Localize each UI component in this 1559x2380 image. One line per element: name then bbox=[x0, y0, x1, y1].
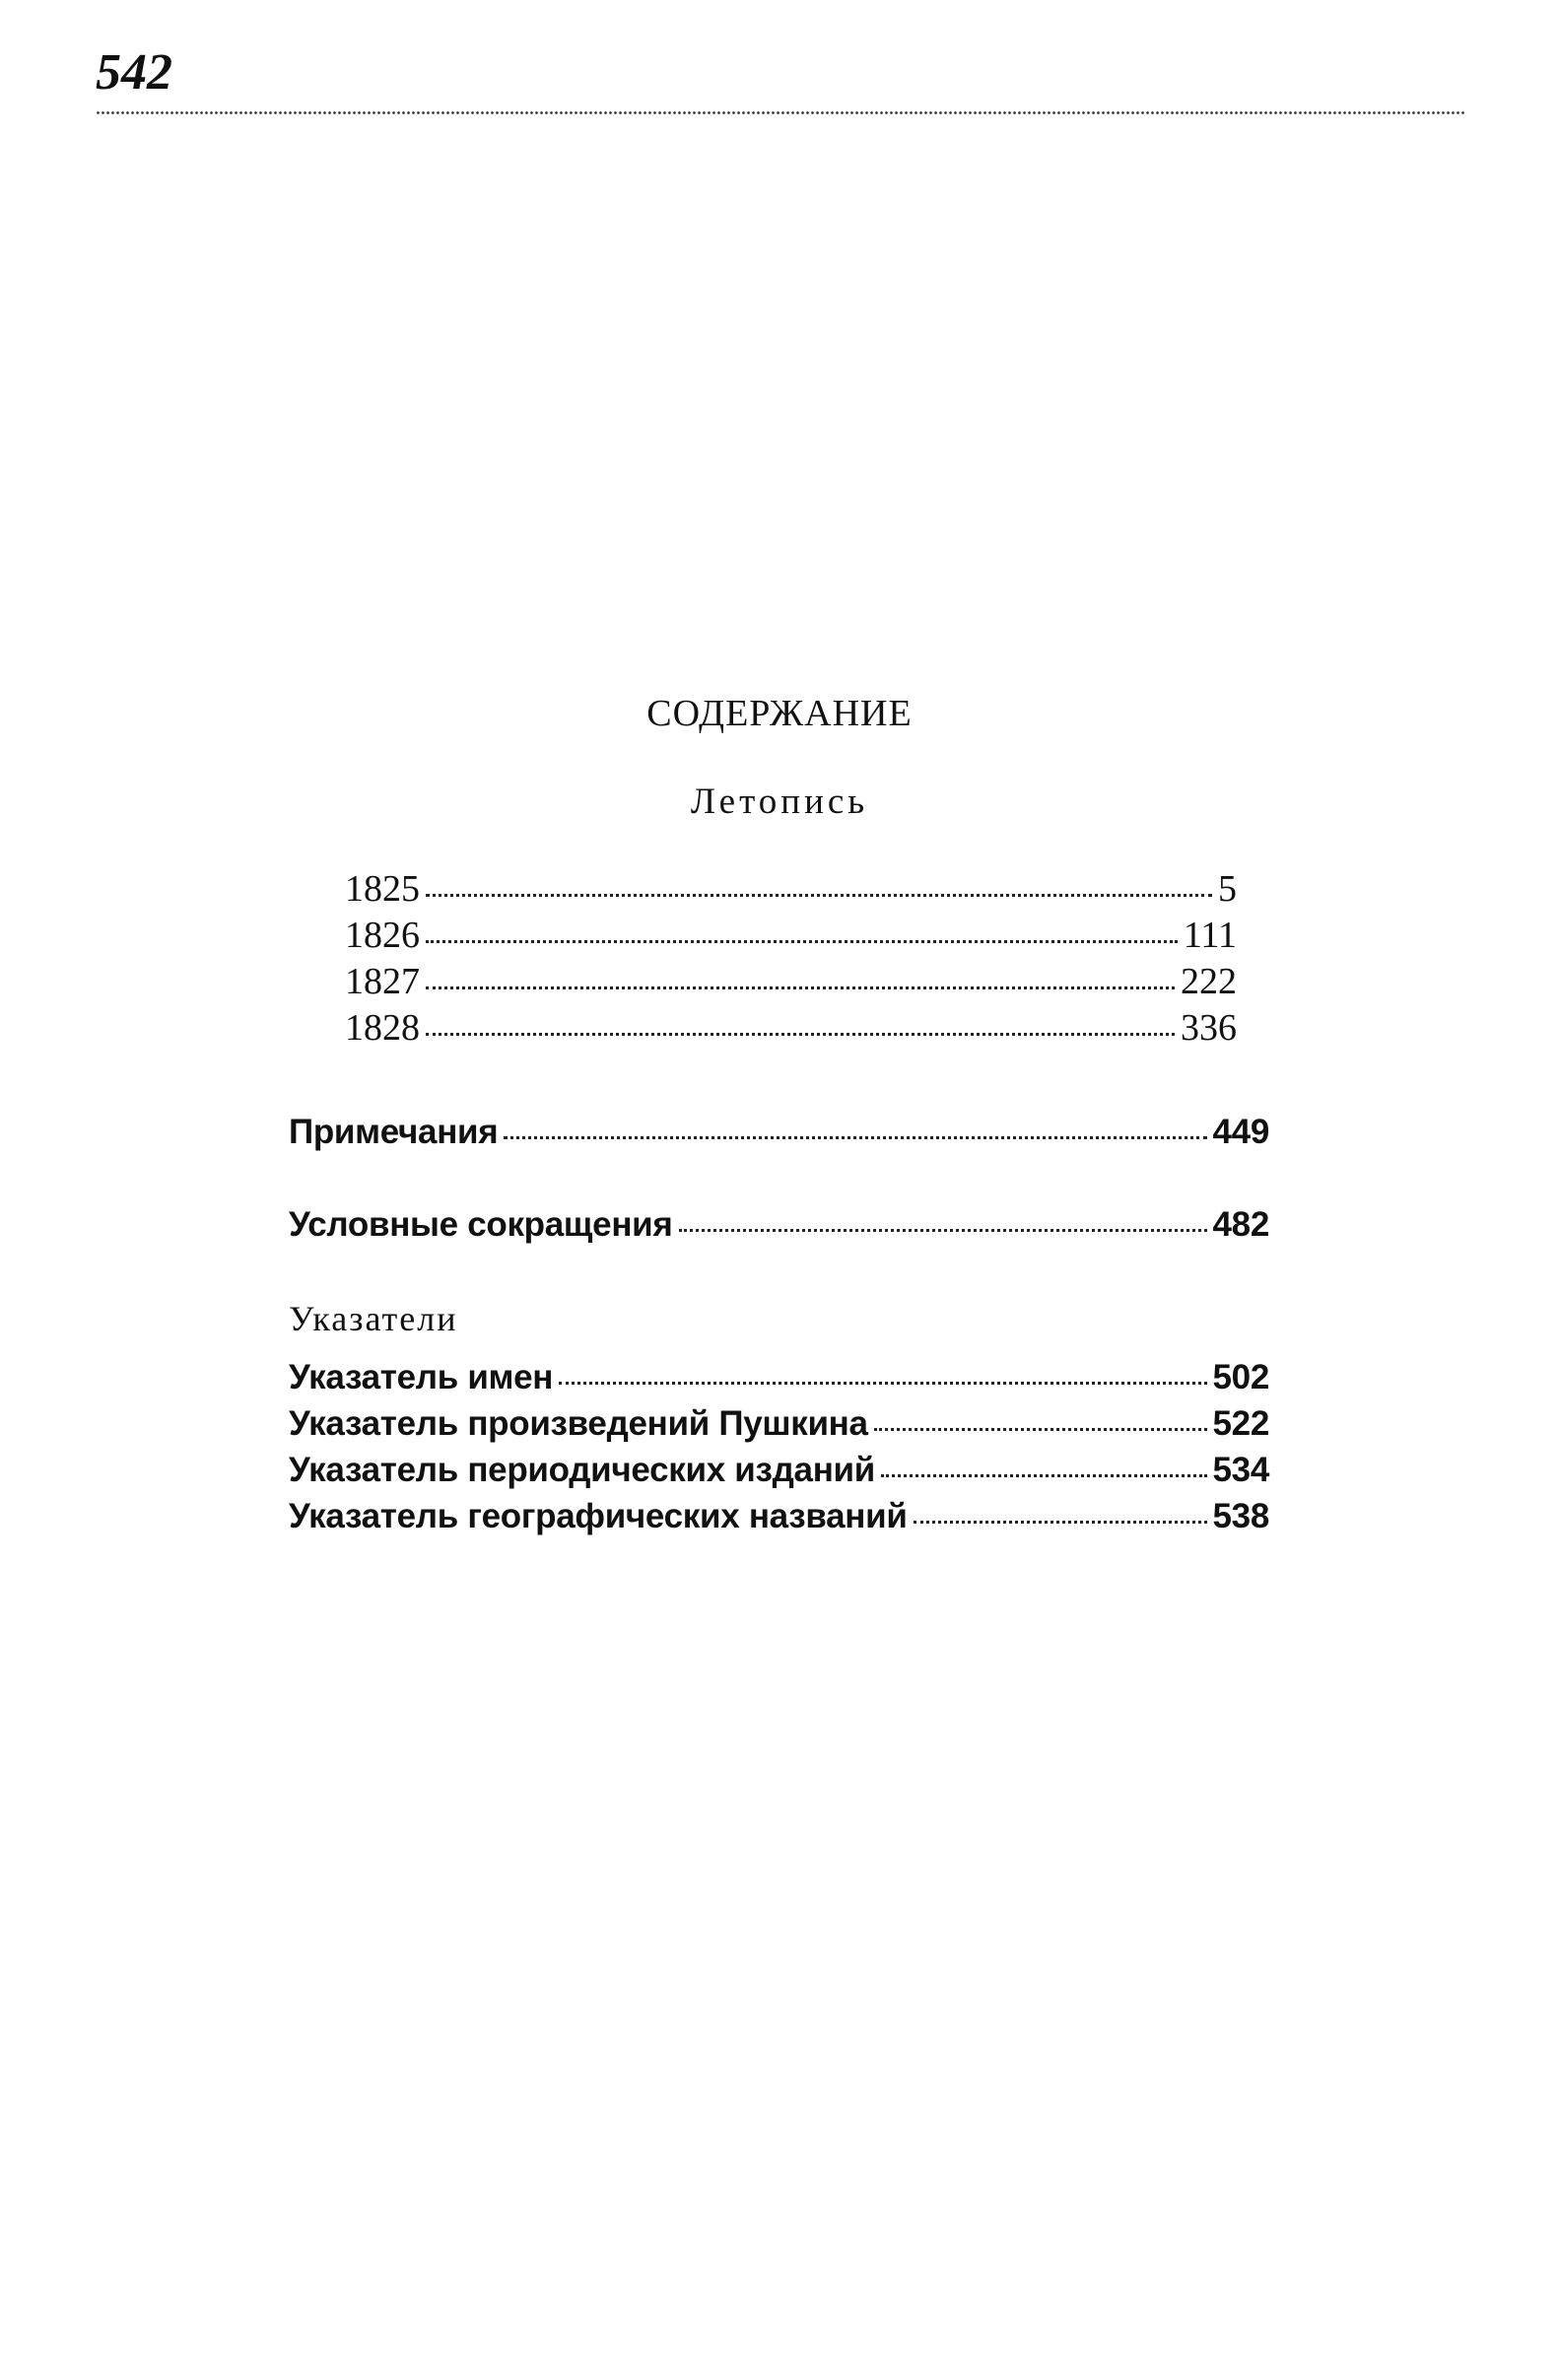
toc-entry-label: Указатель произведений Пушкина bbox=[289, 1404, 868, 1443]
toc-entry-page: 111 bbox=[1183, 915, 1237, 956]
dot-leader bbox=[426, 986, 1175, 989]
toc-entry-page: 482 bbox=[1212, 1205, 1269, 1244]
dot-leader bbox=[881, 1474, 1207, 1477]
dot-leader bbox=[679, 1229, 1207, 1232]
toc-entry-page: 502 bbox=[1212, 1358, 1269, 1396]
toc-entry-label: 1825 bbox=[345, 868, 420, 910]
toc-entry-1828[interactable] bbox=[345, 1009, 1237, 1047]
toc-entry-index-periodicals[interactable] bbox=[289, 1453, 1269, 1487]
page-number: 542 bbox=[96, 44, 172, 101]
dot-leader bbox=[426, 1033, 1175, 1036]
dot-leader bbox=[426, 940, 1178, 943]
toc-entry-page: 534 bbox=[1212, 1451, 1269, 1489]
indices-title: Указатели bbox=[289, 1299, 458, 1338]
chronicle-title: Летопись bbox=[690, 782, 869, 822]
toc-entry-label: Указатель периодических изданий bbox=[289, 1451, 875, 1489]
toc-entry-label: Условные сокращения bbox=[289, 1205, 673, 1244]
dot-leader bbox=[874, 1428, 1207, 1431]
toc-entry-index-works[interactable] bbox=[289, 1406, 1269, 1441]
toc-entry-page: 336 bbox=[1181, 1007, 1237, 1049]
dot-leader bbox=[426, 894, 1212, 897]
toc-title: СОДЕРЖАНИЕ bbox=[646, 693, 913, 734]
toc-entry-index-geography[interactable] bbox=[289, 1499, 1269, 1533]
dot-leader bbox=[559, 1382, 1206, 1385]
toc-entry-label: 1826 bbox=[345, 915, 420, 956]
toc-entry-1827[interactable] bbox=[345, 963, 1237, 1000]
toc-entry-page: 222 bbox=[1181, 961, 1237, 1002]
toc-entry-page: 522 bbox=[1212, 1404, 1269, 1443]
toc-entry-label: Указатель имен bbox=[289, 1358, 554, 1396]
toc-entry-abbreviations[interactable] bbox=[289, 1207, 1269, 1242]
toc-entry-page: 449 bbox=[1212, 1113, 1269, 1151]
toc-entry-page: 538 bbox=[1212, 1497, 1269, 1535]
toc-entry-1826[interactable] bbox=[345, 917, 1237, 954]
header-rule bbox=[96, 110, 1465, 116]
toc-entry-index-names[interactable] bbox=[289, 1360, 1269, 1394]
toc-entry-notes[interactable] bbox=[289, 1115, 1269, 1149]
toc-entry-label: 1828 bbox=[345, 1007, 420, 1049]
toc-entry-1825[interactable] bbox=[345, 870, 1237, 908]
dot-leader bbox=[914, 1521, 1207, 1524]
toc-entry-label: Указатель географических названий bbox=[289, 1497, 908, 1535]
toc-entry-page: 5 bbox=[1218, 868, 1237, 910]
dot-leader bbox=[504, 1136, 1206, 1139]
toc-entry-label: Примечания bbox=[289, 1113, 499, 1151]
toc-entry-label: 1827 bbox=[345, 961, 420, 1002]
